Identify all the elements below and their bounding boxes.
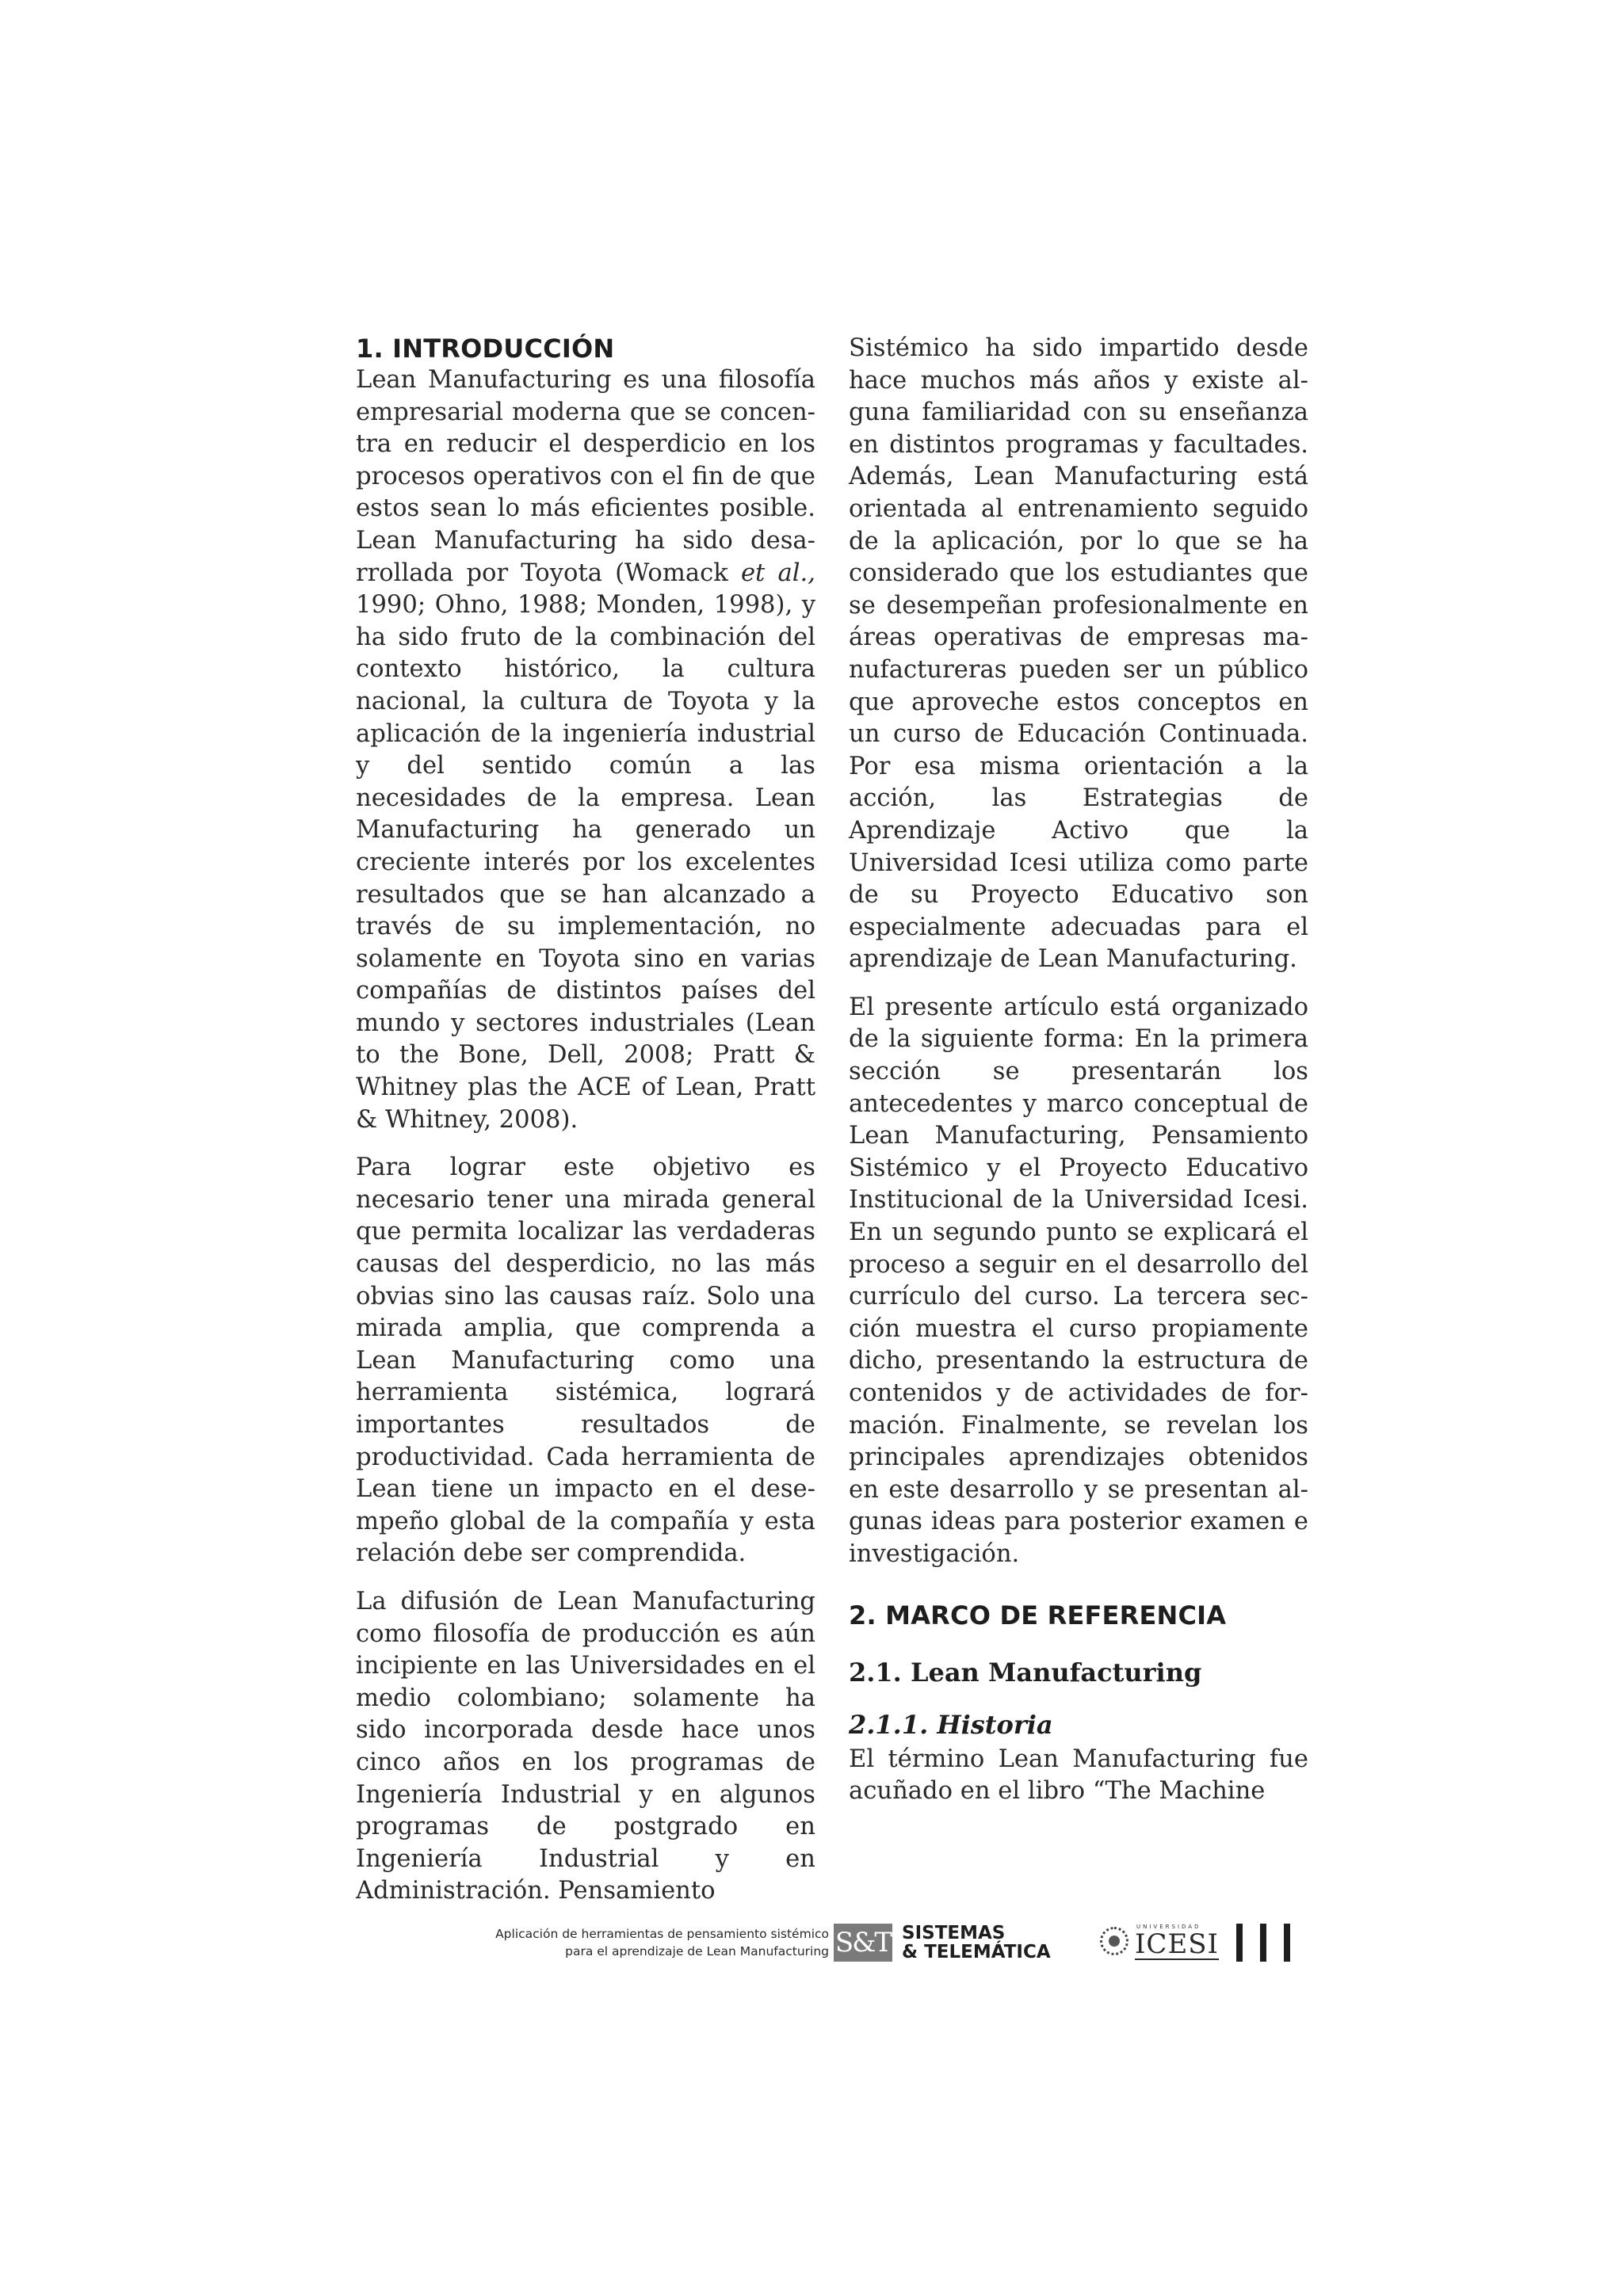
- paragraph: [356, 364, 815, 1136]
- bar-icon: [1260, 1924, 1266, 1962]
- icesi-logo-small-text: UNIVERSIDAD: [1136, 1924, 1201, 1930]
- journal-name: [902, 1924, 1051, 1962]
- paragraph: El presente artículo está organizado de la siguiente forma: En la primera sección se presentarán los antecedentes y marco conceptual de Lean Manufacturing, Pensamiento Sistémico y el Proyecto Educativo Institucional de la Universidad Icesi. En un segundo punto se explicará el proceso a seguir en el desarrollo del currículo del curso. La tercera sección muestra el curso propiamente dicho, presentando la estructura de contenidos y de actividades de formación. Finalmente, se revelan los principales aprendizajes obtenidos en este desarrollo y se presentan algunas ideas para posterior examen e investigación.: [849, 993, 1308, 1568]
- icesi-seal-icon: [1100, 1927, 1128, 1955]
- paragraph-text: 1990; Ohno, 1988; Monden, 1998), y ha sido fruto de la combinación del contexto histórico, la cultura nacional, la cultura de Toyota y la aplicación de la ingeniería industrial y del sentido común a las necesidades de la empresa. Lean Manufacturing ha generado un creciente interés por los excelentes resultados que se han alcanzado a través de su implementación, no solamente en Toyota sino en varias compañías de distintos países del mundo y sectores industriales (Lean to the Bone, Dell, 2008; Pratt & Whitney plas the ACE of Lean, Pratt & Whitney, 2008).: [356, 591, 815, 1134]
- bar-icon: [1284, 1924, 1290, 1962]
- paragraph: Sistémico ha sido impartido desde hace muchos más años y existe alguna familiaridad con su enseñanza en distintos programas y facultades. Además, Lean Manufacturing está orientada al entrenamiento seguido de la aplicación, por lo que se ha considerado que los estudiantes que se desempeñan profesionalmente en áreas operativas de empresas manufactureras pueden ser un público que aproveche estos conceptos en un curso de Educación Continuada. Por esa misma orientación a la acción, las Estrategias de Aprendizaje Activo que la Universidad Icesi utiliza como parte de su Proyecto Educativo son especialmente adecuadas para el aprendizaje de Lean Manufacturing.: [849, 334, 1308, 974]
- paragraph: Para lograr este objetivo es necesario tener una mirada general que permita localizar las verdaderas causas del desperdicio, no las más obvias sino las causas raíz. Solo una mirada amplia, que comprenda a Lean Manufacturing como una herramienta sistémica, logrará importantes resultados de productividad. Cada herramienta de Lean tiene un impacto en el desempeño global de la compañía y esta relación debe ser comprendida.: [356, 1154, 815, 1568]
- st-logo-icon: S&T: [834, 1924, 892, 1962]
- paragraph: La difusión de Lean Manufacturing como filosofía de producción es aún incipiente en las Universidades en el medio colombiano; solamente ha sido incorporada desde hace unos cinco años en los programas de Ingeniería Industrial y en algunos programas de postgrado en Ingeniería Industrial y en Administración. Pensamiento: [356, 1587, 815, 1905]
- left-column: [356, 333, 815, 1908]
- journal-name-line: & TELEMÁTICA: [902, 1942, 1051, 1962]
- section-heading-introduccion: 1. INTRODUCCIÓN: [356, 334, 615, 364]
- page-footer: [0, 1922, 1623, 1970]
- subsubsection-heading: 2.1.1. Historia: [849, 1709, 1053, 1740]
- bar-icon: [1236, 1924, 1243, 1962]
- caption-line: para el aprendizaje de Lean Manufacturing: [565, 1944, 829, 1958]
- right-column: [849, 333, 1308, 1808]
- caption-line: Aplicación de herramientas de pensamiento sistémico: [495, 1927, 829, 1941]
- icesi-logo: [1100, 1922, 1227, 1963]
- footer-caption: [495, 1925, 829, 1960]
- paragraph: El término Lean Manufacturing fue acuñado en el libro “The Machine: [849, 1745, 1308, 1806]
- paragraph-text: Lean Manufacturing es una filosofía empresarial moderna que se concentra en reducir el desperdicio en los procesos operativos con el fin de que estos sean lo más eficientes posible. Lean Manufacturing ha sido desarrollada por Toyota (Womack: [356, 366, 815, 587]
- journal-name-line: SISTEMAS: [902, 1923, 1006, 1943]
- citation-et-al: et al.,: [740, 559, 815, 587]
- subsection-heading: 2.1. Lean Manufacturing: [849, 1657, 1202, 1688]
- icesi-logo-text: ICESI: [1135, 1928, 1219, 1960]
- section-heading-marco: 2. MARCO DE REFERENCIA: [849, 1600, 1227, 1630]
